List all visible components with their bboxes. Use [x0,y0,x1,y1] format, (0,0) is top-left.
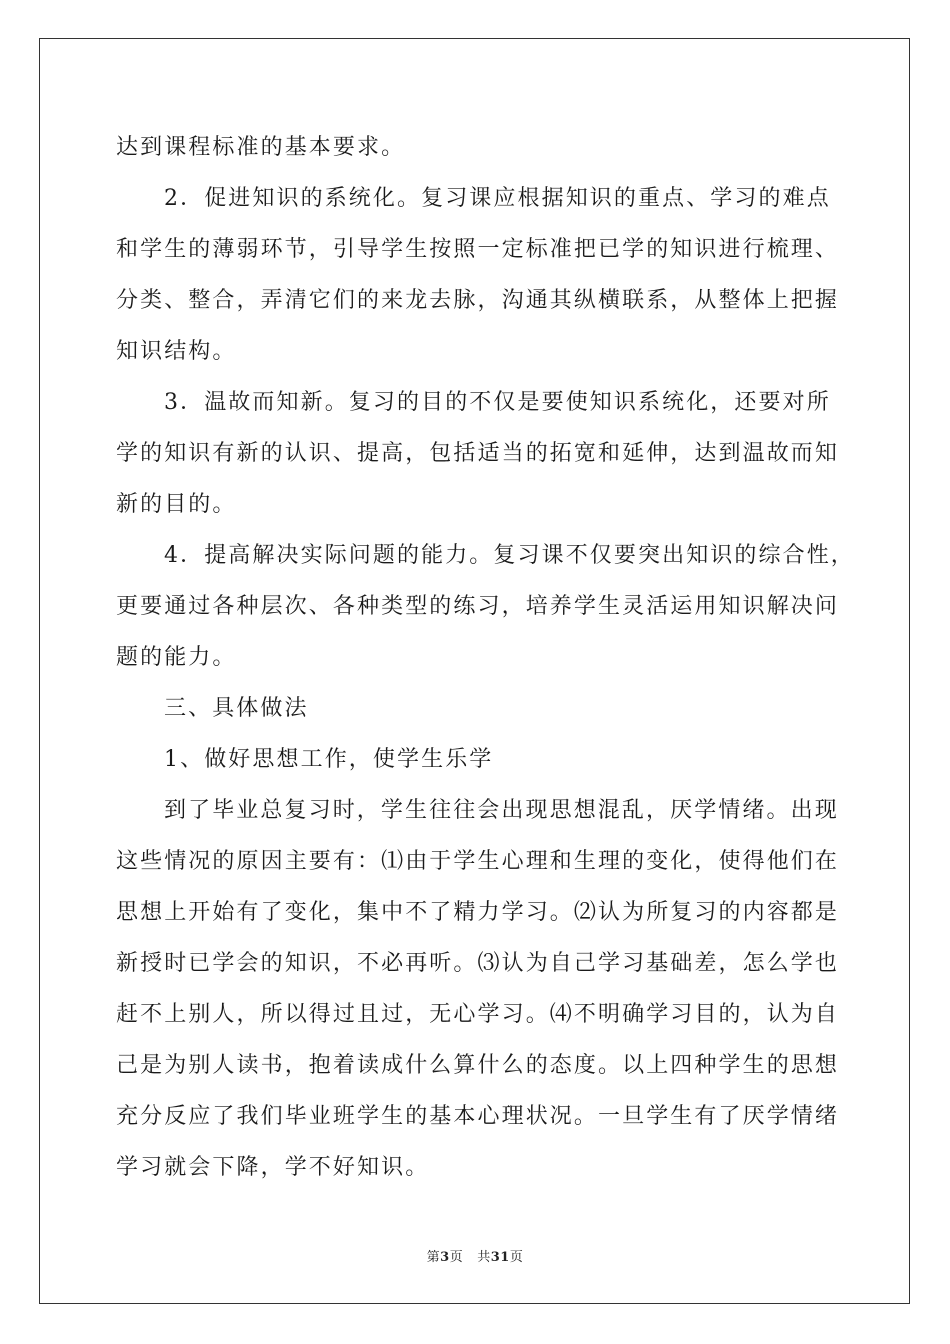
text-line: 达到课程标准的基本要求。 [116,135,406,160]
text-line: 思想上开始有了变化，集中不了精力学习。⑵认为所复习的内容都是 [116,900,840,925]
page-number: 3 [440,1250,450,1265]
text-line: 3．温故而知新。复习的目的不仅是要使知识系统化，还要对所 [164,390,831,415]
text-line: 2．促进知识的系统化。复习课应根据知识的重点、学习的难点 [164,186,831,211]
subsection-heading: 1、做好思想工作，使学生乐学 [164,747,494,772]
text-line: 学习就会下降，学不好知识。 [116,1155,430,1180]
page-footer [0,1246,950,1265]
text-line: 己是为别人读书，抱着读成什么算什么的态度。以上四种学生的思想 [116,1053,840,1078]
text-line: 新的目的。 [116,492,237,517]
document-body [116,128,855,1199]
text-line: 4．提高解决实际问题的能力。复习课不仅要突出知识的综合性， [164,543,855,568]
text-line: 充分反应了我们毕业班学生的基本心理状况。一旦学生有了厌学情绪 [116,1104,840,1129]
text-line: 新授时已学会的知识，不必再听。⑶认为自己学习基础差，怎么学也 [116,951,840,976]
page-suffix: 页 [449,1250,464,1265]
text-line: 到了毕业总复习时，学生往往会出现思想混乱，厌学情绪。出现 [164,798,839,823]
total-prefix: 共 [477,1250,491,1265]
text-line: 学的知识有新的认识、提高，包括适当的拓宽和延伸，达到温故而知 [116,441,840,466]
text-line: 赶不上别人，所以得过且过，无心学习。⑷不明确学习目的，认为自 [116,1002,840,1027]
page-prefix: 第 [426,1250,441,1265]
text-line: 题的能力。 [116,645,237,670]
text-line: 这些情况的原因主要有：⑴由于学生心理和生理的变化，使得他们在 [116,849,840,874]
text-line: 更要通过各种层次、各种类型的练习，培养学生灵活运用知识解决问 [116,594,840,619]
text-line: 分类、整合，弄清它们的来龙去脉，沟通其纵横联系，从整体上把握 [116,288,840,313]
text-line: 知识结构。 [116,339,237,364]
text-line: 和学生的薄弱环节，引导学生按照一定标准把已学的知识进行梳理、 [116,237,840,262]
section-heading: 三、具体做法 [164,696,309,721]
total-suffix: 页 [509,1250,524,1265]
total-pages: 31 [490,1250,510,1265]
